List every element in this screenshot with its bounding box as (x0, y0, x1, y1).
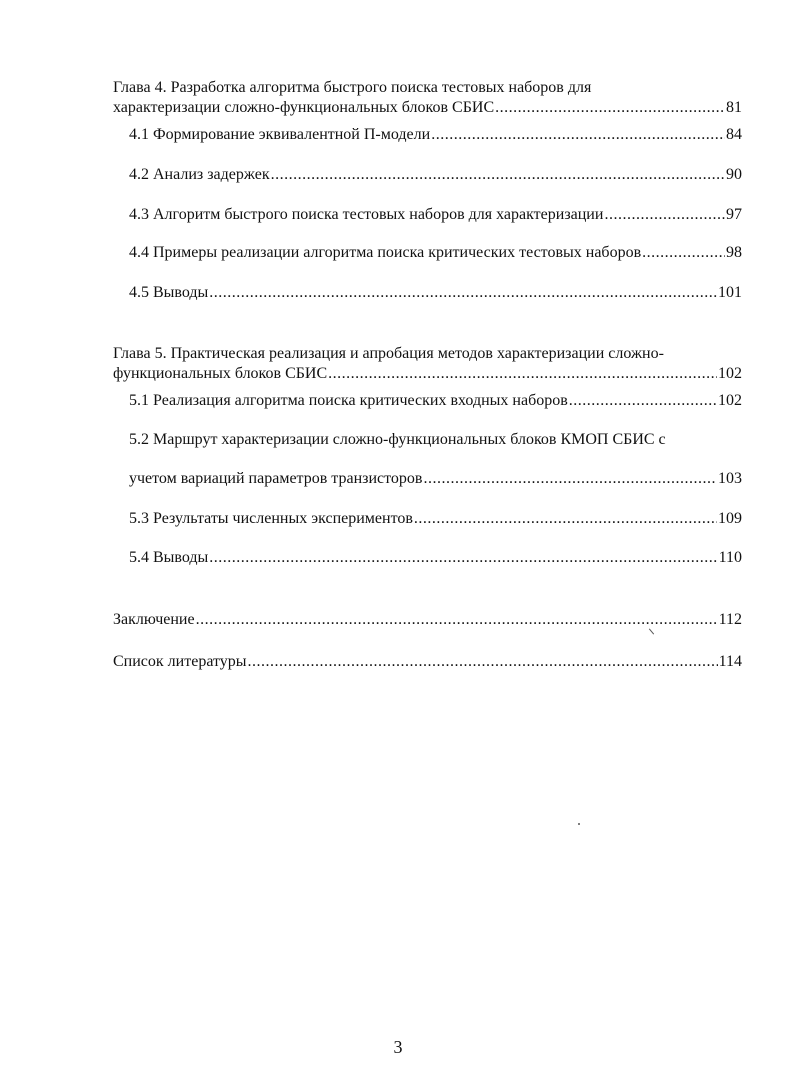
dot-leader (423, 469, 717, 489)
section-title: 5.4 Выводы (129, 549, 209, 566)
toc-entry-4-3[interactable] (129, 205, 742, 225)
page-ref: 110 (718, 549, 742, 566)
toc-entry-5-4[interactable] (129, 548, 742, 568)
toc-entry-5-3[interactable] (129, 509, 742, 529)
section-title: 5.3 Результаты численных экспериментов (129, 510, 413, 527)
section-title-line2: учетом вариаций параметров транзисторов (129, 470, 423, 487)
page-ref: 98 (726, 244, 742, 261)
references-title: Список литературы (113, 653, 247, 670)
page-ref: 109 (718, 510, 742, 527)
section-title: 4.4 Примеры реализации алгоритма поиска критических тестовых наборов (129, 244, 642, 261)
toc-entry-chapter5[interactable] (113, 364, 742, 384)
section-title: 4.1 Формирование эквивалентной П-модели (129, 126, 431, 143)
toc-entry-5-2[interactable] (129, 469, 742, 489)
section-title: 4.2 Анализ задержек (129, 166, 270, 183)
scan-artifact (578, 823, 580, 825)
section-title: 4.3 Алгоритм быстрого поиска тестовых наборов для характеризации (129, 206, 604, 223)
dot-leader (414, 509, 717, 529)
dot-leader (248, 652, 718, 672)
toc-entry-conclusion[interactable] (113, 610, 742, 630)
dot-leader (569, 391, 717, 411)
toc-entry-4-2[interactable] (129, 165, 742, 185)
section-5-2-title-line1: 5.2 Маршрут характеризации сложно-функциональных блоков КМОП СБИС с (129, 431, 666, 448)
dot-leader (196, 610, 718, 630)
page-ref: 84 (726, 126, 742, 143)
section-title: 5.1 Реализация алгоритма поиска критических входных наборов (129, 392, 568, 409)
page-ref: 97 (726, 206, 742, 223)
dot-leader (604, 205, 725, 225)
conclusion-title: Заключение (113, 611, 195, 628)
chapter5-title-line2: функциональных блоков СБИС (113, 365, 328, 382)
chapter4-title-line2: характеризации сложно-функциональных блоков СБИС (113, 99, 495, 116)
chapter4-title-line1: Глава 4. Разработка алгоритма быстрого поиска тестовых наборов для (113, 79, 592, 96)
page-ref: 102 (718, 392, 742, 409)
page-ref: 102 (718, 365, 742, 382)
dot-leader (642, 243, 725, 263)
page-ref: 81 (726, 99, 742, 116)
dot-leader (209, 548, 717, 568)
dot-leader (431, 125, 725, 145)
page-ref: 112 (718, 611, 742, 628)
page-ref: 101 (718, 284, 742, 301)
toc-entry-5-1[interactable] (129, 391, 742, 411)
dot-leader (271, 165, 725, 185)
page-ref: 114 (718, 653, 742, 670)
section-title: 4.5 Выводы (129, 284, 209, 301)
dot-leader (328, 364, 717, 384)
page-ref: 103 (718, 470, 742, 487)
chapter5-title-line1: Глава 5. Практическая реализация и апробация методов характеризации сложно- (113, 345, 664, 362)
toc-entry-4-4[interactable] (129, 243, 742, 263)
toc-entry-chapter4[interactable] (113, 98, 742, 118)
toc-entry-4-5[interactable] (129, 283, 742, 303)
dot-leader (209, 283, 717, 303)
toc-entry-references[interactable] (113, 652, 742, 672)
page-ref: 90 (726, 166, 742, 183)
dot-leader (495, 98, 725, 118)
page-number: 3 (393, 1037, 403, 1057)
toc-entry-4-1[interactable] (129, 125, 742, 145)
